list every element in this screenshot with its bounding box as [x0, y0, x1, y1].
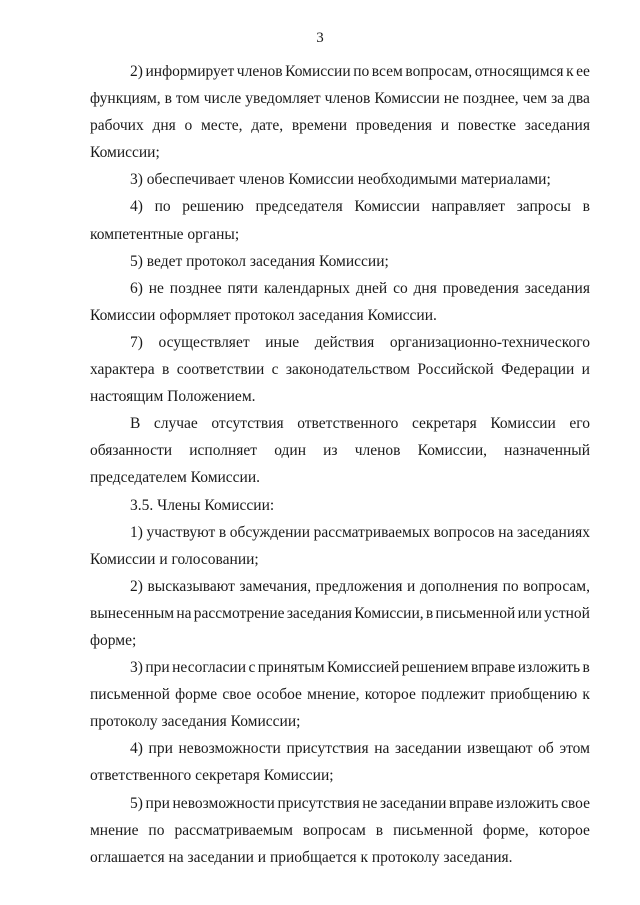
paragraph	[90, 329, 590, 410]
paragraph	[90, 492, 590, 519]
paragraph	[90, 790, 590, 871]
text-line: рабочих дня о месте, дате, времени проведения и повестке заседания	[90, 117, 590, 135]
text-line: 4) по решению председателя Комиссии направляет запросы в	[130, 198, 590, 216]
text-line: 3.5. Члены Комиссии:	[130, 496, 275, 514]
text-line: 4) при невозможности присутствия на заседании извещают об этом	[130, 740, 590, 758]
text-line: 6) не позднее пяти календарных дней со дня проведения заседания	[130, 279, 590, 297]
text-line: 1) участвуют в обсуждении рассматриваемых вопросов на заседаниях	[130, 523, 590, 541]
paragraph	[90, 193, 590, 247]
text-line: председателем Комиссии.	[90, 469, 261, 487]
paragraph	[90, 410, 590, 491]
text-line: настоящим Положением.	[90, 388, 256, 406]
paragraph	[90, 248, 590, 275]
text-line: письменной форме свое особое мнение, которое подлежит приобщению к	[90, 686, 590, 704]
text-line: Комиссии и голосовании;	[90, 550, 259, 568]
text-line: 5) при невозможности присутствия не заседании вправе изложить свое	[130, 794, 590, 812]
text-line: 2) информирует членов Комиссии по всем вопросам, относящимся к ее	[130, 63, 590, 80]
text-line: 3) при несогласии с принятым Комиссией решением вправе изложить в	[130, 659, 590, 677]
text-line: 5) ведет протокол заседания Комиссии;	[130, 252, 389, 270]
text-line: 2) высказывают замечания, предложения и дополнения по вопросам,	[130, 577, 590, 595]
text-line: 3) обеспечивает членов Комиссии необходимыми материалами;	[130, 171, 551, 189]
text-line: оглашается на заседании и приобщается к протоколу заседания.	[90, 848, 513, 866]
text-line: функциям, в том числе уведомляет членов Комиссии не позднее, чем за два	[90, 90, 590, 108]
text-line: обязанности исполняет один из членов Комиссии, назначенный	[90, 442, 590, 460]
paragraph	[90, 654, 590, 735]
paragraph	[90, 275, 590, 329]
text-line: 7) осуществляет иные действия организационно-технического	[130, 333, 590, 351]
paragraph	[90, 519, 590, 573]
text-line: компетентные органы;	[90, 225, 240, 243]
page-number: 3	[316, 30, 324, 46]
text-line: вынесенным на рассмотрение заседания Комиссии, в письменной или устной	[90, 604, 590, 622]
text-line: Комиссии;	[90, 144, 160, 162]
text-line: мнение по рассматриваемым вопросам в письменной форме, которое	[90, 821, 590, 839]
paragraph	[90, 166, 590, 193]
text-line: характера в соответствии с законодательством Российской Федерации и	[90, 361, 590, 379]
paragraph	[90, 573, 590, 654]
text-line: Комиссии оформляет протокол заседания Комиссии.	[90, 306, 437, 324]
text-line: форме;	[90, 631, 137, 649]
paragraph	[90, 735, 590, 789]
text-line: В случае отсутствия ответственного секретаря Комиссии его	[130, 415, 590, 433]
text-line: протоколу заседания Комиссии;	[90, 713, 301, 731]
text-line: ответственного секретаря Комиссии;	[90, 767, 334, 785]
paragraph	[90, 58, 590, 166]
document-body	[90, 58, 590, 871]
